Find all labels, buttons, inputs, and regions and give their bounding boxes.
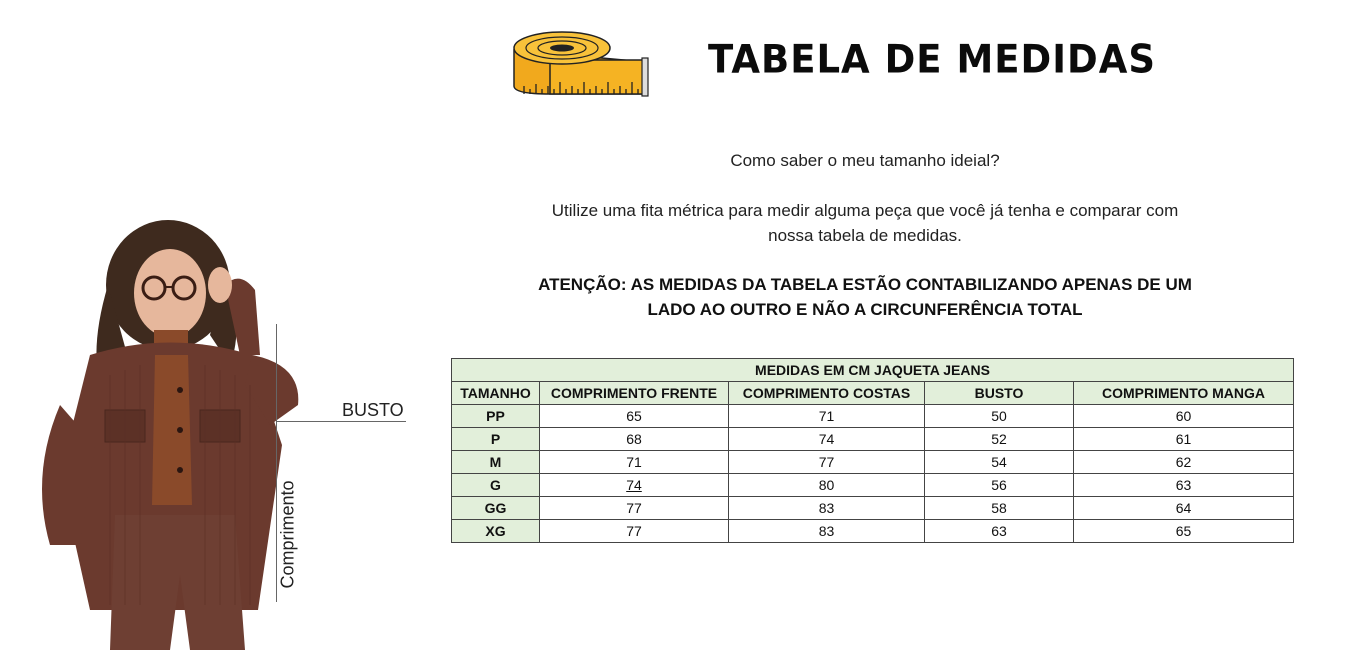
table-cell: 83 [729, 497, 925, 520]
table-cell: 74 [729, 428, 925, 451]
size-cell: GG [452, 497, 540, 520]
size-cell: M [452, 451, 540, 474]
table-cell: 77 [729, 451, 925, 474]
table-cell: 80 [729, 474, 925, 497]
column-header: TAMANHO [452, 382, 540, 405]
size-cell: P [452, 428, 540, 451]
table-cell: 61 [1074, 428, 1294, 451]
intro-instruction [480, 198, 1250, 248]
table-cell: 50 [925, 405, 1074, 428]
table-cell: 74 [540, 474, 729, 497]
table-row [452, 428, 1294, 451]
bust-measure-line [276, 421, 406, 422]
table-cell: 63 [925, 520, 1074, 543]
table-cell: 68 [540, 428, 729, 451]
table-row [452, 474, 1294, 497]
table-cell: 58 [925, 497, 1074, 520]
page-title: TABELA DE MEDIDAS [708, 36, 1157, 83]
table-row [452, 451, 1294, 474]
table-cell: 54 [925, 451, 1074, 474]
size-cell: XG [452, 520, 540, 543]
table-cell: 65 [540, 405, 729, 428]
table-cell: 64 [1074, 497, 1294, 520]
table-cell: 71 [540, 451, 729, 474]
table-cell: 77 [540, 520, 729, 543]
tape-measure-icon [510, 28, 650, 100]
instruction-line-1: Utilize uma fita métrica para medir alguma peça que você já tenha e comparar com [551, 201, 1179, 220]
size-cell: G [452, 474, 540, 497]
model-photo [20, 215, 320, 650]
busto-label: BUSTO [342, 400, 404, 420]
size-cell: PP [452, 405, 540, 428]
table-cell: 83 [729, 520, 925, 543]
intro-question: Como saber o meu tamanho ideial? [730, 151, 1000, 170]
table-cell: 56 [925, 474, 1074, 497]
table-cell: 62 [1074, 451, 1294, 474]
table-row [452, 520, 1294, 543]
size-table [451, 358, 1294, 543]
warning-text [480, 272, 1250, 322]
table-row [452, 497, 1294, 520]
column-header: BUSTO [925, 382, 1074, 405]
table-cell: 60 [1074, 405, 1294, 428]
table-banner: MEDIDAS EM CM JAQUETA JEANS [452, 359, 1294, 382]
table-cell: 65 [1074, 520, 1294, 543]
column-header: COMPRIMENTO FRENTE [540, 382, 729, 405]
table-cell: 63 [1074, 474, 1294, 497]
instruction-line-2: nossa tabela de medidas. [768, 226, 962, 245]
comprimento-label: Comprimento [277, 480, 298, 589]
table-header-row [452, 382, 1294, 405]
table-cell: 52 [925, 428, 1074, 451]
column-header: COMPRIMENTO COSTAS [729, 382, 925, 405]
column-header: COMPRIMENTO MANGA [1074, 382, 1294, 405]
table-banner-row [452, 359, 1294, 382]
warning-line-1: ATENÇÃO: AS MEDIDAS DA TABELA ESTÃO CONTABILIZANDO APENAS DE UM [538, 275, 1192, 294]
table-cell: 77 [540, 497, 729, 520]
table-cell: 71 [729, 405, 925, 428]
table-row [452, 405, 1294, 428]
warning-line-2: LADO AO OUTRO E NÃO A CIRCUNFERÊNCIA TOTAL [647, 300, 1083, 319]
